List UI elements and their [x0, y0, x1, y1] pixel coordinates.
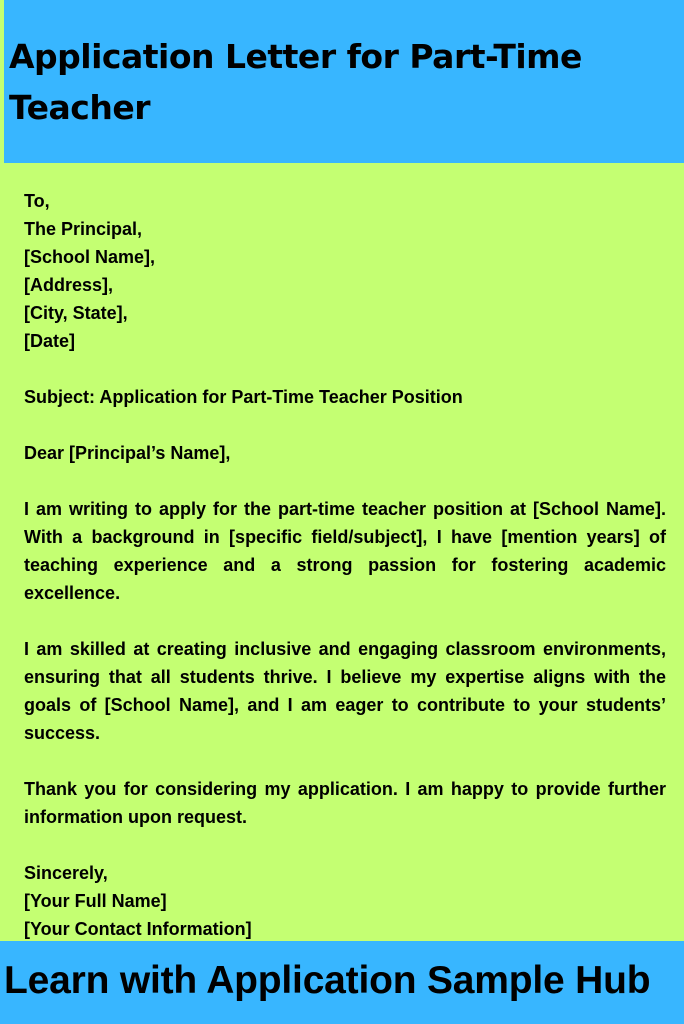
letter-paragraph: I am writing to apply for the part-time teacher position at [School Name]. With a background in [specific field/subject], I have [mention years] of teaching experience and a strong passion for fostering academic excellence. [24, 499, 666, 603]
letter-subject: Subject: Application for Part-Time Teacher Position [24, 387, 463, 407]
letter-paragraph: I am skilled at creating inclusive and engaging classroom environments, ensuring that all students thrive. I believe my expertise aligns with the goals of [School Name], and I am eager to contribute to your students’ success. [24, 639, 666, 743]
letter-body [24, 187, 666, 943]
spacer [24, 747, 666, 775]
address-line: The Principal, [24, 219, 143, 239]
spacer [24, 607, 666, 635]
spacer [24, 467, 666, 495]
page-title: Application Letter for Part-Time Teacher [9, 37, 582, 127]
footer-tagline: Learn with Application Sample Hub [4, 959, 651, 1002]
address-line: [Date] [24, 331, 76, 351]
recipient-address [24, 187, 666, 355]
closing-line: [Your Contact Information] [24, 919, 252, 939]
spacer [24, 411, 666, 439]
header-banner [0, 0, 684, 163]
address-line: [School Name], [24, 247, 156, 267]
letter-closing [24, 859, 666, 943]
address-line: [Address], [24, 275, 114, 295]
address-line: To, [24, 191, 50, 211]
address-line: [City, State], [24, 303, 128, 323]
footer-banner [0, 941, 684, 1024]
spacer [24, 831, 666, 859]
letter-paragraph: Thank you for considering my application. I am happy to provide further information upon request. [24, 779, 666, 827]
letter-salutation: Dear [Principal’s Name], [24, 443, 231, 463]
closing-line: [Your Full Name] [24, 891, 167, 911]
closing-line: Sincerely, [24, 863, 108, 883]
spacer [24, 355, 666, 383]
